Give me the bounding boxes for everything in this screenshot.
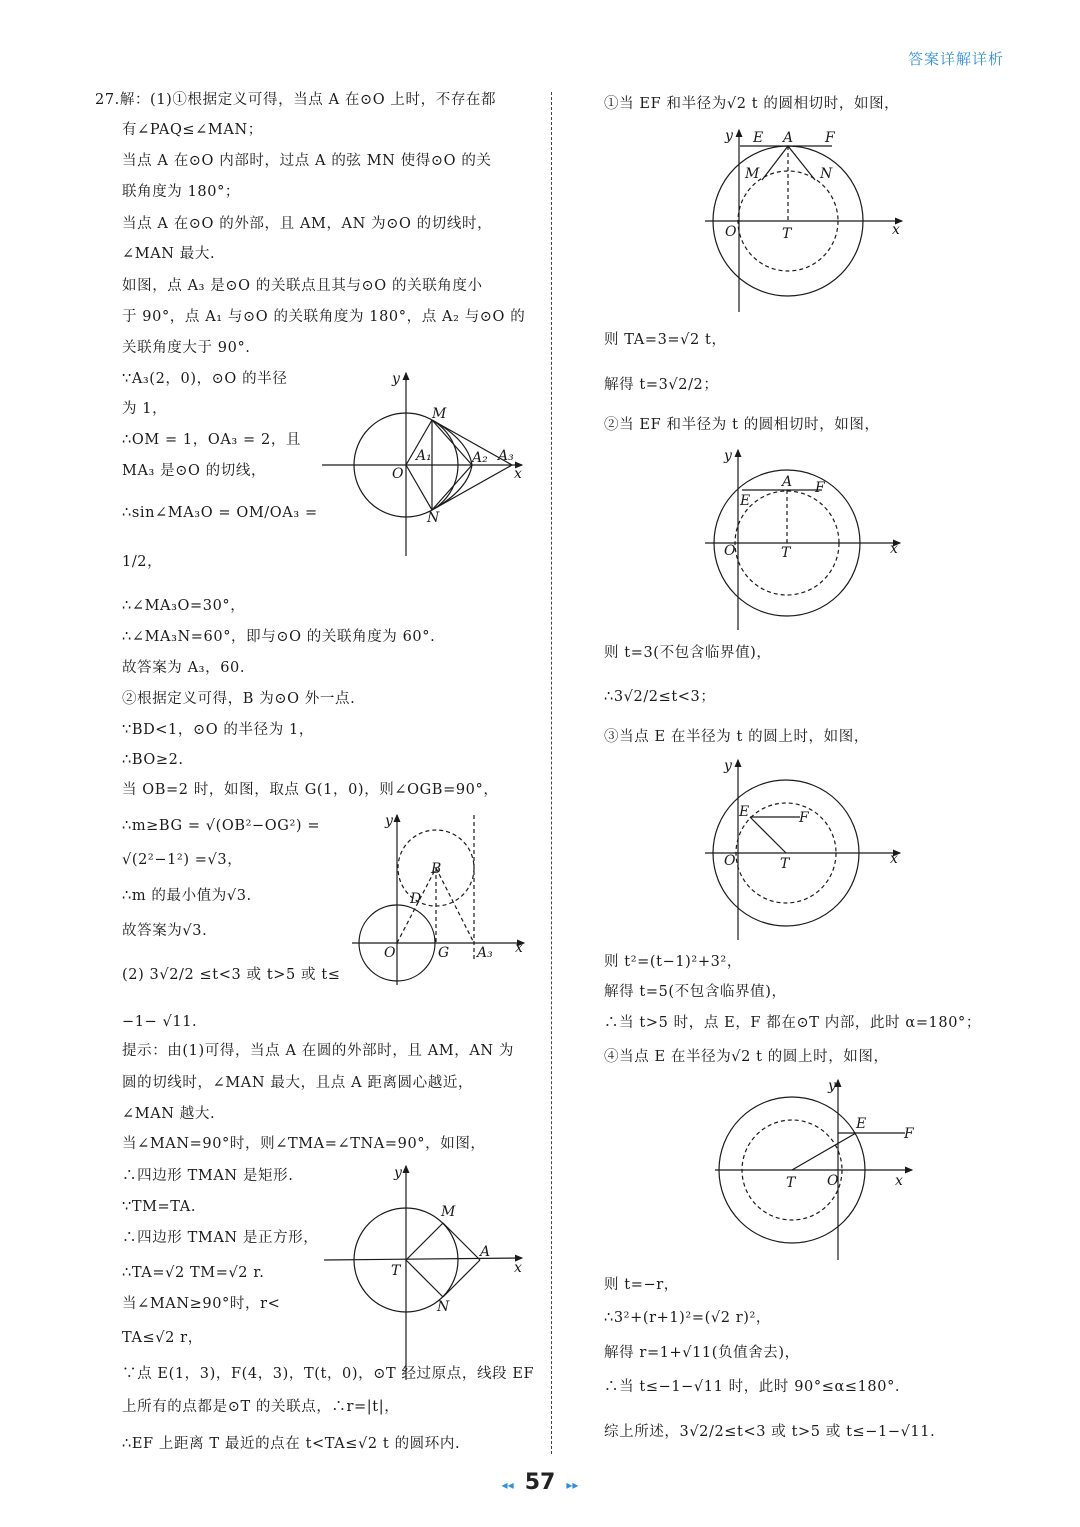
figure-label: N [427, 510, 440, 526]
figure-label: y [394, 1165, 402, 1181]
figure-label: A₃ [477, 945, 493, 961]
text-line: TA≤√2 r， [122, 1330, 203, 1346]
figure-label: y [828, 1078, 836, 1094]
figure-label: T [780, 856, 790, 872]
text-line: ③当点 E 在半径为 t 的圆上时，如图， [604, 729, 869, 745]
figure-label: A [480, 1244, 491, 1260]
text-line: MA₃ 是⊙O 的切线， [122, 463, 267, 479]
text-line: ∴EF 上距离 T 最近的点在 t<TA≤√2 t 的圆环内. [122, 1436, 461, 1452]
text-line: 解得 r=1+√11(负值舍去)， [604, 1345, 800, 1361]
figure-label: O [725, 224, 737, 240]
text-line: 综上所述，3√2/2≤t<3 或 t>5 或 t≤−1−√11. [604, 1424, 936, 1440]
figure-label: E [753, 130, 764, 146]
text-line: ∴TA=√2 TM=√2 r. [122, 1265, 265, 1281]
figure-label: x [515, 940, 523, 956]
figure-case-3 [705, 758, 900, 940]
figure-label: M [432, 406, 447, 422]
text-line: (2) 3√2/2 ≤t<3 或 t>5 或 t≤ [122, 967, 341, 983]
text-line: −1− √11. [122, 1014, 198, 1030]
text-line: 关联角度大于 90°. [122, 340, 251, 356]
text-line: ∠MAN 最大. [122, 246, 216, 262]
page-navigation [0, 1470, 1080, 1495]
figure-label: M [745, 166, 760, 182]
text-line: ∴∠MA₃N=60°，即与⊙O 的关联角度为 60°. [122, 629, 436, 645]
figure-label: x [895, 1173, 903, 1189]
figure-label: F [799, 810, 809, 826]
text-line: 则 TA=3=√2 t， [604, 332, 727, 348]
text-line: ∴BO≥2. [122, 752, 184, 768]
figure-label: G [438, 945, 450, 961]
figure-label: E [740, 493, 751, 509]
text-line: 提示：由(1)可得，当点 A 在圆的外部时，且 AM，AN 为 [122, 1043, 515, 1059]
text-line: ②根据定义可得，B 为⊙O 外一点. [122, 691, 356, 707]
figure-tangent-a3 [322, 371, 522, 556]
figure-label: A₁ [416, 448, 432, 464]
next-page-icon[interactable]: ▸▸ [566, 1478, 579, 1492]
figure-label: y [725, 128, 733, 144]
figure-label: y [724, 758, 732, 774]
text-line: ∴四边形 TMAN 是矩形. [122, 1168, 294, 1184]
text-line: 联角度为 180°； [122, 184, 241, 200]
text-line: 则 t=3(不包含临界值)， [604, 645, 772, 661]
page-number: 57 [524, 1470, 556, 1495]
text-line: 如图，点 A₃ 是⊙O 的关联点且其与⊙O 的关联角度小 [122, 278, 483, 294]
figure-label: x [514, 466, 522, 482]
text-line: ∵点 E(1，3)，F(4，3)，T(t，0)，⊙T 经过原点，线段 EF [122, 1366, 535, 1382]
text-line: 则 t²=(t−1)²+3²， [604, 954, 742, 970]
figure-label: x [890, 851, 898, 867]
text-line: 解得 t=3√2/2； [604, 377, 719, 393]
figure-label: B [431, 861, 442, 877]
figure-label: O [384, 945, 396, 961]
figure-label: D [410, 891, 422, 907]
figure-label: T [391, 1263, 401, 1279]
figure-label: M [441, 1204, 456, 1220]
text-line: 当点 A 在⊙O 内部时，过点 A 的弦 MN 使得⊙O 的关 [122, 153, 492, 169]
text-line: √(2²−1²) =√3， [122, 852, 243, 868]
figure-label: T [781, 545, 791, 561]
text-line: ∴当 t>5 时，点 E，F 都在⊙T 内部，此时 α=180°； [604, 1015, 981, 1031]
text-line: 故答案为√3. [122, 923, 208, 939]
text-line: ∴当 t≤−1−√11 时，此时 90°≤α≤180°. [604, 1379, 901, 1395]
text-line: 当∠MAN=90°时，则∠TMA=∠TNA=90°，如图， [122, 1136, 486, 1152]
figure-label: A [782, 474, 793, 490]
figure-label: O [724, 853, 736, 869]
text-line: 上所有的点都是⊙T 的关联点，∴r=|t|， [122, 1399, 400, 1415]
text-line: 则 t=−r， [604, 1277, 679, 1293]
text-line: ∴m≥BG = √(OB²−OG²) = [122, 818, 321, 834]
text-line: 故答案为 A₃，60. [122, 660, 246, 676]
figure-label: E [856, 1116, 867, 1132]
text-line: 于 90°，点 A₁ 与⊙O 的关联角度为 180°，点 A₂ 与⊙O 的 [122, 309, 526, 325]
text-line: ∵BD<1，⊙O 的半径为 1， [122, 722, 314, 738]
figure-label: A [783, 130, 794, 146]
figure-label: x [890, 541, 898, 557]
figure-label: F [825, 130, 835, 146]
figure-label: E [739, 804, 750, 820]
text-line: ∴3√2/2≤t<3； [604, 689, 716, 705]
text-line: 为 1， [122, 401, 168, 417]
text-line: ④当点 E 在半径为√2 t 的圆上时，如图， [604, 1049, 889, 1065]
text-line: ∵A₃(2，0)，⊙O 的半径 [122, 371, 288, 387]
text-line: 当 OB=2 时，如图，取点 G(1，0)，则∠OGB=90°， [122, 782, 499, 798]
figure-label: y [392, 371, 400, 387]
figure-point-b [352, 813, 524, 985]
figure-label: T [786, 1175, 796, 1191]
text-line: ∴∠MA₃O=30°， [122, 598, 246, 614]
figure-label: O [827, 1173, 839, 1189]
text-line: ∴四边形 TMAN 是正方形， [122, 1230, 319, 1246]
figure-label: y [724, 448, 732, 464]
text-line: ∵TM=TA. [122, 1199, 197, 1215]
figure-square-tman [324, 1165, 522, 1380]
text-line: 解得 t=5(不包含临界值)， [604, 984, 787, 1000]
figure-label: A₂ [472, 450, 488, 466]
figure-label: x [514, 1260, 522, 1276]
text-line: 有∠PAQ≤∠MAN； [122, 122, 263, 138]
figure-label: F [904, 1126, 914, 1142]
figure-label: N [437, 1299, 450, 1315]
text-line: 27.解：(1)①根据定义可得，当点 A 在⊙O 上时，不存在都 [95, 92, 497, 108]
figure-label: O [392, 466, 404, 482]
text-line: 圆的切线时，∠MAN 最大，且点 A 距离圆心越近， [122, 1075, 474, 1091]
text-line: ∠MAN 越大. [122, 1106, 216, 1122]
figure-label: N [820, 166, 833, 182]
figure-label: x [892, 222, 900, 238]
figure-label: O [724, 543, 736, 559]
text-line: 当∠MAN≥90°时，r< [122, 1296, 281, 1312]
text-line: ②当 EF 和半径为 t 的圆相切时，如图， [604, 417, 880, 433]
text-line: ①当 EF 和半径为√2 t 的圆相切时，如图， [604, 96, 900, 112]
text-line: ∴m 的最小值为√3. [122, 888, 252, 904]
figure-case-2 [705, 448, 900, 630]
text-line: ∴OM = 1，OA₃ = 2，且 [122, 432, 302, 448]
prev-page-icon[interactable]: ◂◂ [501, 1478, 514, 1492]
text-line: 当点 A 在⊙O 的外部，且 AM，AN 为⊙O 的切线时， [122, 216, 493, 232]
figure-label: T [782, 226, 792, 242]
figure-label: A₃ [498, 448, 514, 464]
text-line: 1/2， [122, 554, 163, 570]
figure-label: F [815, 480, 825, 496]
figure-label: y [385, 813, 393, 829]
figure-case-4 [715, 1078, 915, 1260]
figure-case-1 [705, 128, 902, 312]
text-line: ∴sin∠MA₃O = OM/OA₃ = [122, 505, 318, 521]
section-header: 答案详解详析 [907, 50, 1004, 68]
text-line: ∴3²+(r+1)²=(√2 r)²， [604, 1310, 772, 1326]
